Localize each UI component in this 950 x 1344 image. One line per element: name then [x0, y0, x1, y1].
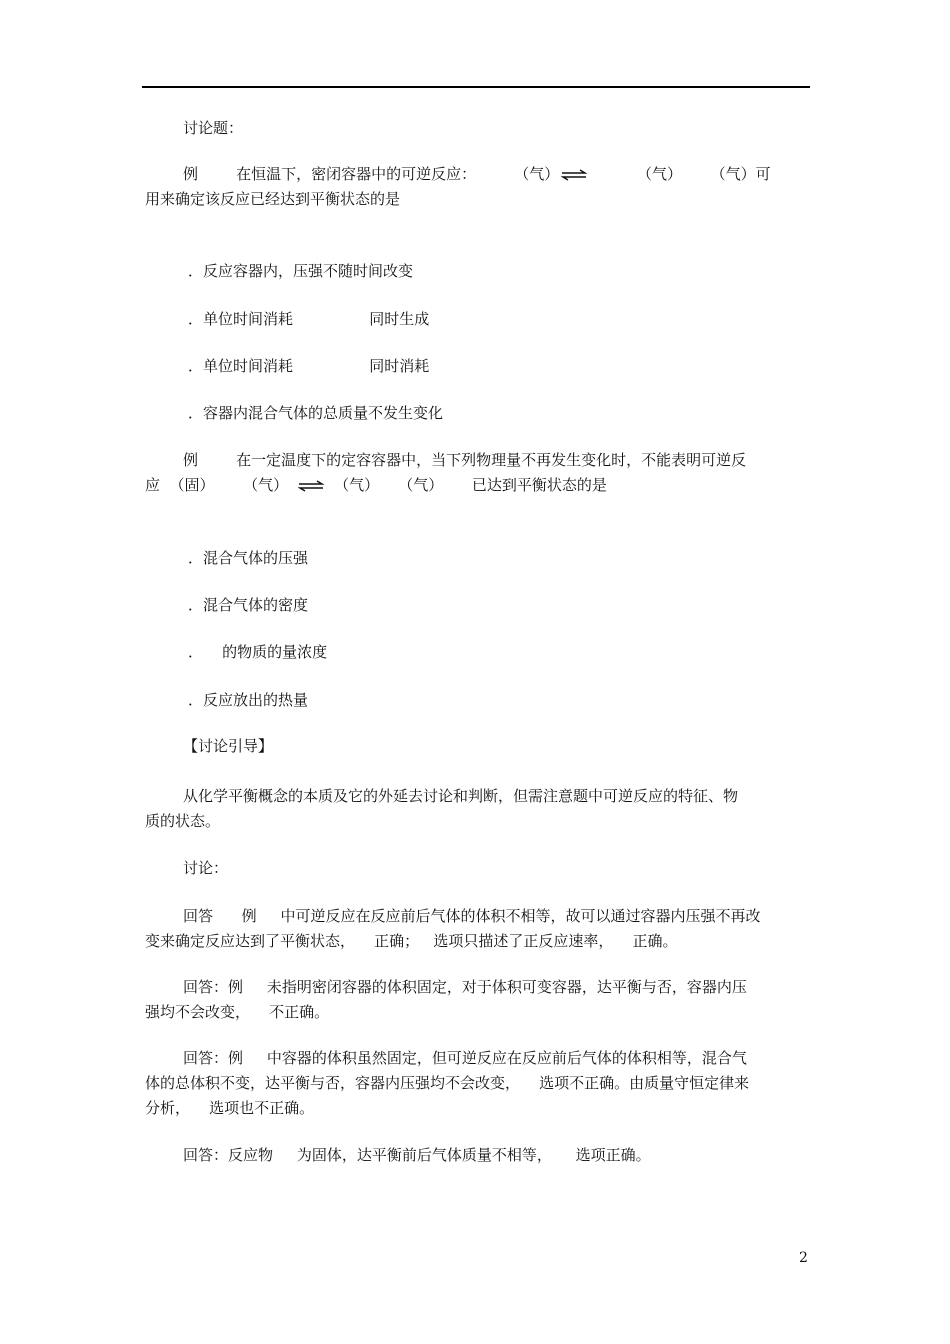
equilibrium-arrow-icon — [298, 480, 324, 492]
example2-line2-part1: 应 （固） （气） — [145, 476, 289, 494]
equilibrium-arrow-icon — [561, 169, 587, 181]
answer-3-line: 体的总体积不变，达平衡与否，容器内压强均不会改变， 选项不正确。由质量守恒定律来 — [145, 1074, 750, 1092]
example1-option-d: ．容器内混合气体的总质量不发生变化 — [188, 404, 444, 422]
discussion-title: 讨论： — [183, 859, 229, 877]
example2-line2 — [145, 475, 607, 495]
header-rule — [142, 86, 810, 88]
example1-line1 — [183, 164, 771, 184]
example1-option-b: ．单位时间消耗 同时生成 — [188, 310, 430, 328]
answer-1-line: 变来确定反应达到了平衡状态， 正确； 选项只描述了正反应速率， 正确。 — [145, 932, 678, 950]
page-number: 2 — [799, 1250, 808, 1266]
guide-line: 质的状态。 — [145, 812, 221, 830]
answer-1-line: 回答 例 中可逆反应在反应前后气体的体积不相等，故可以通过容器内压强不再改 — [183, 907, 761, 925]
example1-line1-part2: （气） （气）可 — [589, 165, 771, 183]
example2-line1: 例 在一定温度下的定容容器中，当下列物理量不再发生变化时，不能表明可逆反 — [183, 451, 747, 469]
guide-title: 【讨论引导】 — [183, 737, 274, 755]
answer-3-line: 分析， 选项也不正确。 — [145, 1099, 315, 1117]
example1-line2: 用来确定该反应已经达到平衡状态的是 — [145, 190, 401, 208]
answer-2-line: 回答：例 未指明密闭容器的体积固定，对于体积可变容器，达平衡与否，容器内压 — [183, 978, 747, 996]
answer-3-line: 回答：例 中容器的体积虽然固定，但可逆反应在反应前后气体的体积相等，混合气 — [183, 1049, 747, 1067]
answer-2-line: 强均不会改变， 不正确。 — [145, 1003, 330, 1021]
answer-4-line: 回答：反应物 为固体，达平衡前后气体质量不相等， 选项正确。 — [183, 1146, 651, 1164]
section-title: 讨论题： — [183, 119, 244, 137]
example2-option-a: ．混合气体的压强 — [188, 549, 309, 567]
example2-line2-part2: （气） （气） 已达到平衡状态的是 — [334, 476, 607, 494]
example1-option-a: ．反应容器内，压强不随时间改变 — [188, 262, 414, 280]
guide-line: 从化学平衡概念的本质及它的外延去讨论和判断，但需注意题中可逆反应的特征、物 — [183, 787, 739, 805]
example2-option-d: ．反应放出的热量 — [188, 691, 309, 709]
example2-option-b: ．混合气体的密度 — [188, 596, 309, 614]
example1-line1-part1: 例 在恒温下，密闭容器中的可逆反应： （气） — [183, 165, 560, 183]
example1-option-c: ．单位时间消耗 同时消耗 — [188, 357, 430, 375]
example2-option-c: ． 的物质的量浓度 — [188, 643, 328, 661]
